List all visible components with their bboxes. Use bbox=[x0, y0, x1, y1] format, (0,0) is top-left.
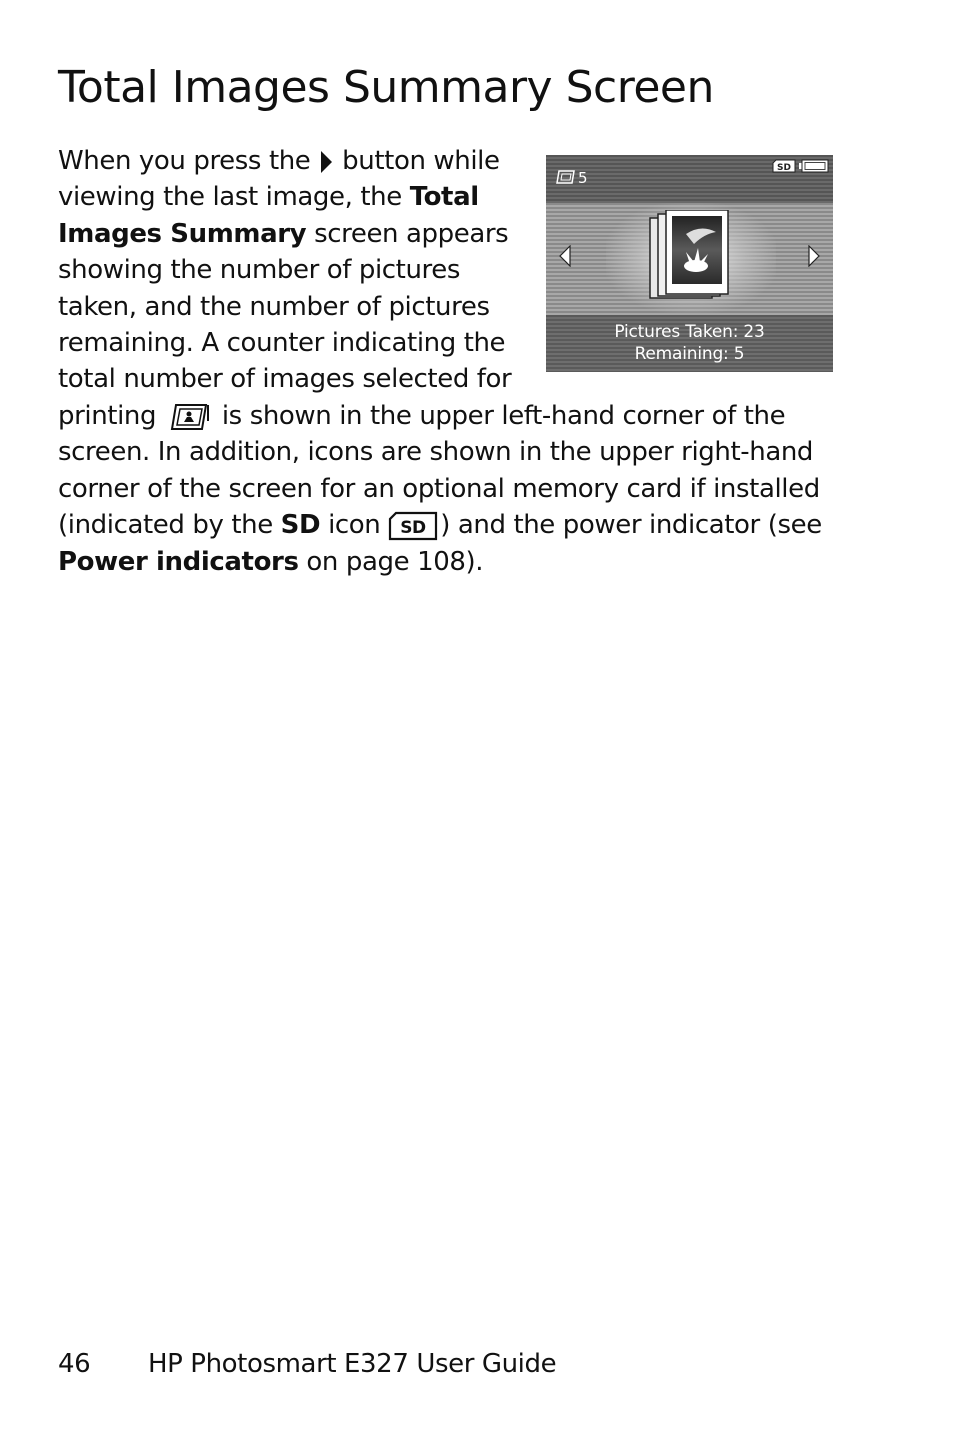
lcd-print-count: 5 bbox=[578, 169, 588, 187]
text-line-7: total number of images selected for bbox=[58, 364, 512, 395]
text-line-5: taken, and the number of pictures bbox=[58, 291, 490, 322]
sd-card-icon bbox=[388, 511, 440, 541]
text-line-6: remaining. A counter indicating the bbox=[58, 328, 506, 359]
photo-stack-icon bbox=[646, 210, 736, 305]
text-line-3: Images Summary screen appears bbox=[58, 218, 509, 249]
text-line-2: viewing the last image, the Total bbox=[58, 182, 479, 213]
lcd-sd-icon bbox=[772, 159, 796, 173]
total-images-summary-bold: Total bbox=[409, 182, 479, 213]
sd-icon-label: SD bbox=[400, 517, 427, 538]
text-line-8: printing is shown in the upper left-hand corner of the bbox=[58, 401, 786, 431]
text-line-12: Power indicators on page 108). bbox=[58, 546, 484, 577]
intro-paragraph-top bbox=[58, 143, 538, 398]
page-heading: Total Images Summary Screen bbox=[58, 62, 714, 113]
lcd-battery-icon bbox=[799, 159, 829, 173]
pictures-taken-readout: Pictures Taken: 23 bbox=[614, 322, 765, 342]
lcd-print-icon bbox=[554, 169, 576, 185]
camera-lcd-screenshot bbox=[546, 155, 833, 372]
intro-paragraph-bottom bbox=[58, 398, 858, 580]
text-line-4: showing the number of pictures bbox=[58, 255, 461, 286]
text-line-9: screen. In addition, icons are shown in the upper right-hand bbox=[58, 437, 814, 468]
page-footer bbox=[58, 1349, 556, 1379]
lcd-sd-label: SD bbox=[777, 163, 791, 173]
pictures-remaining-readout: Remaining: 5 bbox=[634, 344, 745, 364]
print-selection-icon bbox=[164, 401, 214, 433]
lcd-left-arrow-icon bbox=[558, 245, 572, 267]
text-line-1: When you press the button while bbox=[58, 146, 500, 176]
power-indicators-ref: Power indicators bbox=[58, 546, 299, 577]
text-line-11: (indicated by the SD icon SD ) and the power indicator (see bbox=[58, 510, 822, 541]
guide-title: HP Photosmart E327 User Guide bbox=[148, 1349, 557, 1379]
right-arrow-button-icon bbox=[318, 149, 334, 175]
page-number: 46 bbox=[58, 1349, 91, 1379]
lcd-right-arrow-icon bbox=[807, 245, 821, 267]
text-line-10: corner of the screen for an optional memory card if installed bbox=[58, 473, 820, 504]
